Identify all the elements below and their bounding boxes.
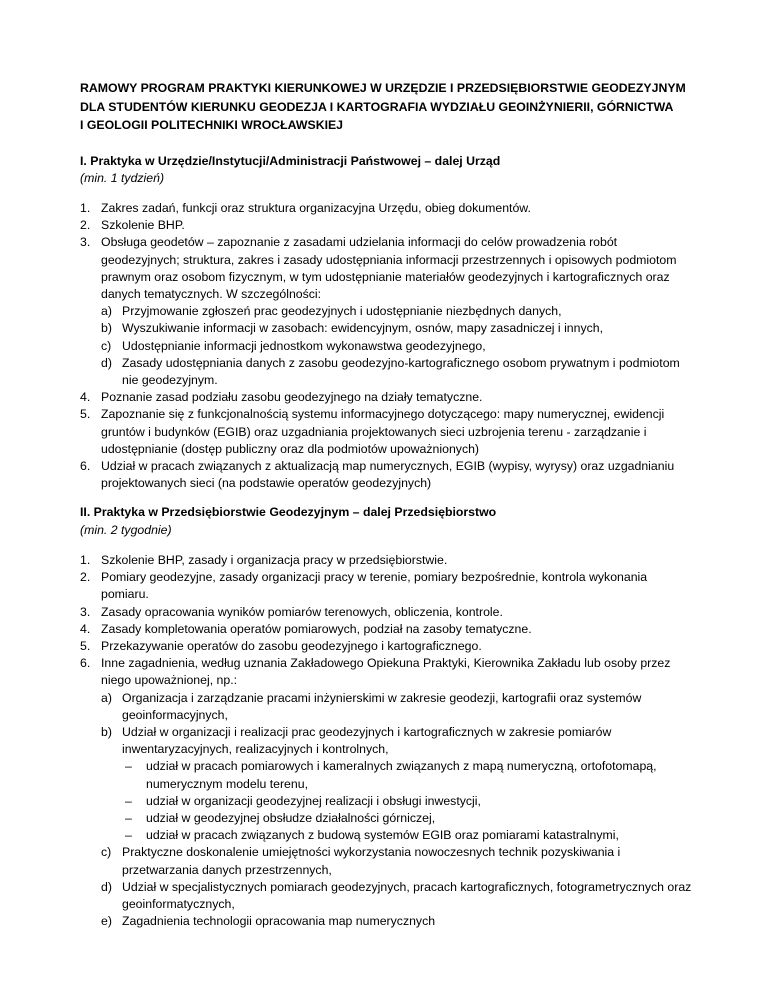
dash-marker: – bbox=[125, 793, 132, 808]
list-item bbox=[80, 552, 698, 569]
item-number: 1. bbox=[80, 552, 91, 567]
sub-item-text: Udział w specjalistycznych pomiarach geodezyjnych, pracach kartograficznych, fotogrametrycznych oraz geoinformatycznych, bbox=[122, 879, 692, 912]
item-number: 3. bbox=[80, 604, 91, 619]
sub-list bbox=[101, 303, 698, 389]
item-text: Przekazywanie operatów do zasobu geodezyjnego i kartograficznego. bbox=[101, 638, 482, 653]
sub-item-letter: e) bbox=[101, 914, 112, 929]
sub-list bbox=[101, 690, 698, 931]
sub-item-letter: c) bbox=[101, 338, 112, 353]
sub-item-text: Zagadnienia technologii opracowania map numerycznych bbox=[122, 914, 436, 929]
item-text: Inne zagadnienia, według uznania Zakładowego Opiekuna Praktyki, Kierownika Zakładu lub osoby przez niego upoważnionej, np.: bbox=[101, 656, 671, 688]
list-item bbox=[80, 638, 698, 655]
item-number: 4. bbox=[80, 621, 91, 636]
list-item bbox=[80, 604, 698, 621]
item-number: 6. bbox=[80, 656, 91, 671]
dash-item-text: udział w geodezyjnej obsłudze działalności górniczej, bbox=[146, 811, 436, 825]
item-number: 6. bbox=[80, 459, 91, 474]
item-text: Szkolenie BHP. bbox=[101, 218, 185, 233]
item-number: 2. bbox=[80, 570, 91, 585]
list-item bbox=[80, 389, 698, 406]
item-text: Udział w pracach związanych z aktualizacją map numerycznych, EGIB (wypisy, wyrysy) oraz uzgadnianiu projektowanych sieci (na podstawie operatów geodezyjnych) bbox=[101, 459, 675, 491]
title-line-2: DLA STUDENTÓW KIERUNKU GEODEZJA I KARTOGRAFIA WYDZIAŁU GEOINŻYNIERII, GÓRNICTWA bbox=[80, 99, 674, 114]
dash-item bbox=[122, 827, 698, 844]
list-item bbox=[80, 217, 698, 234]
sub-item-letter: d) bbox=[101, 355, 112, 370]
sub-item-letter: c) bbox=[101, 845, 112, 860]
document-title bbox=[80, 79, 698, 135]
sub-item-letter: b) bbox=[101, 321, 112, 336]
sub-item-text: Udostępnianie informacji jednostkom wykonawstwa geodezyjnego, bbox=[122, 338, 486, 353]
item-text: Zasady kompletowania operatów pomiarowych, podział na zasoby tematyczne. bbox=[101, 621, 532, 636]
list-item bbox=[80, 621, 698, 638]
section-1-heading: I. Praktyka w Urzędzie/Instytucji/Administracji Państwowej – dalej Urząd bbox=[80, 153, 501, 168]
section-1-list bbox=[80, 200, 698, 492]
sub-item-text: Przyjmowanie zgłoszeń prac geodezyjnych i udostępnianie niezbędnych danych, bbox=[122, 304, 562, 319]
sub-item bbox=[101, 724, 698, 844]
item-number: 5. bbox=[80, 407, 91, 422]
section-2-duration: (min. 2 tygodnie) bbox=[80, 522, 172, 537]
title-line-3: I GEOLOGII POLITECHNIKI WROCŁAWSKIEJ bbox=[80, 118, 344, 132]
sub-item bbox=[101, 913, 698, 930]
dash-marker: – bbox=[125, 811, 132, 825]
sub-item bbox=[101, 338, 698, 355]
sub-item bbox=[101, 844, 698, 878]
dash-marker: – bbox=[125, 828, 132, 843]
section-2-heading: II. Praktyka w Przedsiębiorstwie Geodezyjnym – dalej Przedsiębiorstwo bbox=[80, 505, 497, 520]
sub-item-letter: a) bbox=[101, 304, 112, 319]
item-number: 2. bbox=[80, 218, 91, 233]
item-text: Pomiary geodezyjne, zasady organizacji pracy w terenie, pomiary bezpośrednie, kontrola wykonania pomiaru. bbox=[101, 570, 648, 602]
item-text: Obsługa geodetów – zapoznanie z zasadami udzielania informacji do celów prowadzenia robót geodezyjnych; struktura, zakres i zasady udostępniania informacji przestrzennych i opisowych podmiotom prawnym oraz osobom fizycznym, w tym udostępnianie materiałów geodezyjnych i kartograficznych oraz danych tematycznych. W szczególności: bbox=[101, 235, 677, 302]
list-item bbox=[80, 655, 698, 930]
sub-item-letter: b) bbox=[101, 724, 112, 739]
item-text: Szkolenie BHP, zasady i organizacja pracy w przedsiębiorstwie. bbox=[101, 552, 448, 567]
item-text: Zasady opracowania wyników pomiarów terenowych, obliczenia, kontrole. bbox=[101, 604, 503, 619]
dash-item bbox=[122, 793, 698, 810]
dash-item bbox=[122, 758, 698, 792]
dash-marker: – bbox=[125, 759, 132, 774]
sub-item-text: Praktyczne doskonalenie umiejętności wykorzystania nowoczesnych technik pozyskiwania i przetwarzania danych przestrzennych, bbox=[122, 845, 621, 877]
dash-item-text: udział w organizacji geodezyjnej realizacji i obsługi inwestycji, bbox=[146, 793, 481, 808]
sub-item bbox=[101, 690, 698, 724]
sub-item bbox=[101, 320, 698, 337]
title-line-1: RAMOWY PROGRAM PRAKTYKI KIERUNKOWEJ W URZĘDZIE I PRZEDSIĘBIORSTWIE GEODEZYJNYM bbox=[80, 81, 686, 95]
list-item bbox=[80, 569, 698, 603]
item-number: 3. bbox=[80, 235, 91, 250]
sub-item-letter: a) bbox=[101, 690, 112, 705]
list-item bbox=[80, 406, 698, 458]
sub-item-letter: d) bbox=[101, 879, 112, 894]
sub-item bbox=[101, 355, 698, 389]
list-item bbox=[80, 200, 698, 217]
item-number: 5. bbox=[80, 638, 91, 653]
dash-list bbox=[122, 758, 698, 844]
section-2-list bbox=[80, 552, 698, 930]
sub-item-text: Wyszukiwanie informacji w zasobach: ewidencyjnym, osnów, mapy zasadniczej i innych, bbox=[122, 321, 604, 336]
item-text: Zapoznanie się z funkcjonalnością systemu informacyjnego dotyczącego: mapy numerycznej, ewidencji gruntów i budynków (EGIB) oraz uzgadniania projektowanych sieci uzbrojenia terenu - zarządzanie i udostępnianie (dostęp publiczny oraz dla podmiotów upoważnionych) bbox=[101, 407, 665, 456]
sub-item-text: Udział w organizacji i realizacji prac geodezyjnych i kartograficznych w zakresie pomiarów inwentaryzacyjnych, realizacyjnych i kontrolnych, bbox=[122, 724, 612, 757]
section-1-duration: (min. 1 tydzień) bbox=[80, 171, 165, 185]
dash-item-text: udział w pracach pomiarowych i kameralnych związanych z mapą numeryczną, ortofotomapą, numerycznym modelu terenu, bbox=[146, 759, 657, 791]
sub-item bbox=[101, 879, 698, 913]
list-item bbox=[80, 234, 698, 389]
item-number: 1. bbox=[80, 201, 91, 215]
item-number: 4. bbox=[80, 390, 91, 405]
dash-item bbox=[122, 810, 698, 827]
dash-item-text: udział w pracach związanych z budową systemów EGIB oraz pomiarami katastralnymi, bbox=[146, 828, 619, 843]
item-text: Zakres zadań, funkcji oraz struktura organizacyjna Urzędu, obieg dokumentów. bbox=[101, 201, 531, 215]
sub-item-text: Zasady udostępniania danych z zasobu geodezyjno-kartograficznego osobom prywatnym i podmiotom nie geodezyjnym. bbox=[122, 355, 680, 388]
sub-item-text: Organizacja i zarządzanie pracami inżynierskimi w zakresie geodezji, kartografii oraz systemów geoinformacyjnych, bbox=[122, 690, 642, 722]
list-item bbox=[80, 458, 698, 492]
item-text: Poznanie zasad podziału zasobu geodezyjnego na działy tematyczne. bbox=[101, 390, 483, 405]
section-gap bbox=[80, 492, 698, 504]
sub-item bbox=[101, 303, 698, 320]
